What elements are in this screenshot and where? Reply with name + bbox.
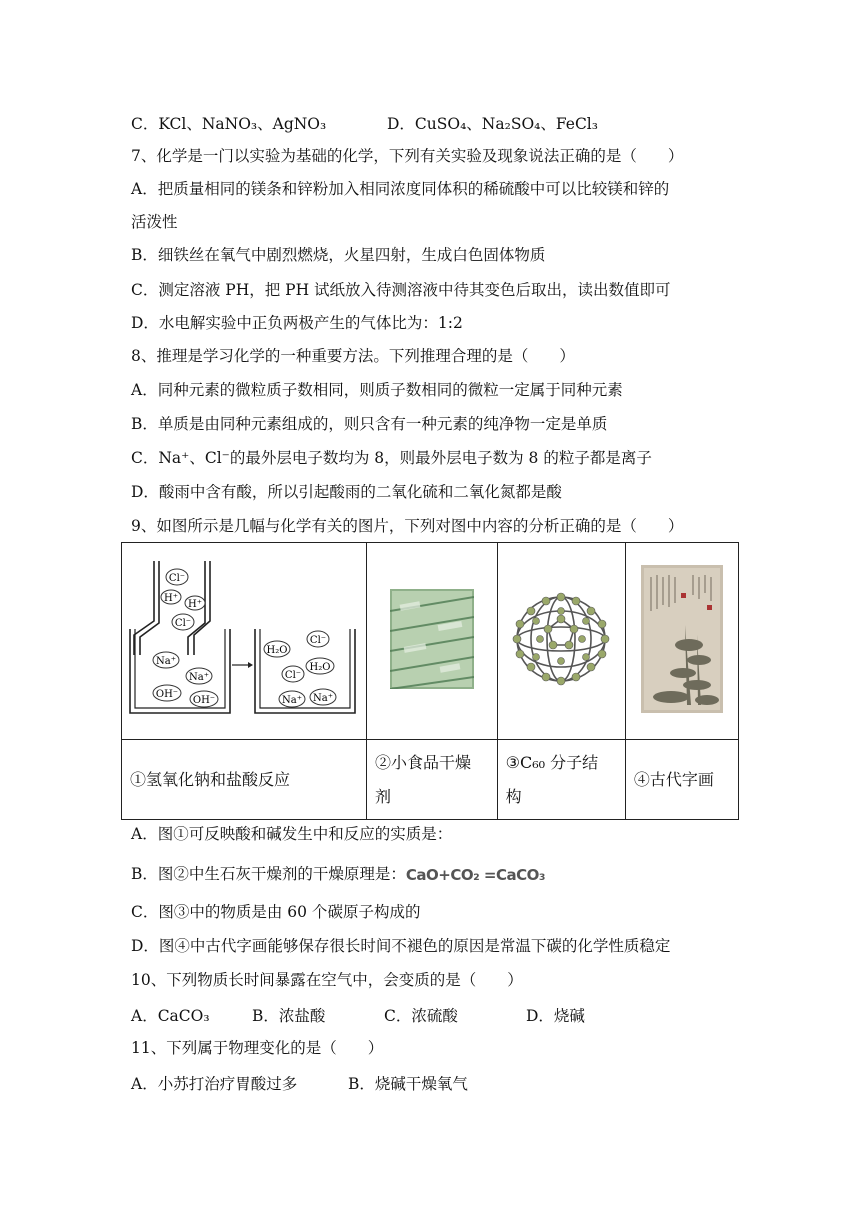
- figure-4-caption: [625, 740, 738, 820]
- q11-option-b: B．烧碱干燥氧气: [348, 1075, 468, 1093]
- ion-oh-1: OH⁻: [155, 689, 179, 700]
- q9-stem: 9、如图所示是几幅与化学有关的图片，下列对图中内容的分析正确的是（ ）: [131, 517, 684, 535]
- figure-1-cell: [122, 543, 367, 740]
- q10-option-d: D．烧碱: [526, 1007, 585, 1025]
- q11-option-a: A．小苏打治疗胃酸过多: [131, 1075, 298, 1093]
- q9-option-c: C．图③中的物质是由 60 个碳原子构成的: [131, 903, 421, 921]
- q7-stem: 7、化学是一门以实验为基础的化学，下列有关实验及现象说法正确的是（ ）: [131, 147, 684, 165]
- ion-h-2: H⁺: [188, 599, 202, 610]
- ion-cl-3: Cl⁻: [309, 635, 327, 646]
- ion-cl-1: Cl⁻: [168, 573, 186, 584]
- caption-4-text: ④古代字画: [633, 769, 714, 789]
- caption-3-line-2: 构: [505, 786, 522, 806]
- q9-option-d: D．图④中古代字画能够保存很长时间不褪色的原因是常温下碳的化学性质稳定: [131, 937, 671, 955]
- figure-2-cell: [367, 543, 498, 740]
- q9-option-a: A．图①可反映酸和碱发生中和反应的实质是：: [131, 825, 453, 843]
- ion-na-3: Na⁺: [282, 695, 302, 706]
- ion-cl-4: Cl⁻: [284, 670, 302, 681]
- figure-2-caption: [367, 740, 498, 820]
- q8-stem: 8、推理是学习化学的一种重要方法。下列推理合理的是（ ）: [131, 347, 575, 365]
- q7-option-c: C．测定溶液 PH，把 PH 试纸放入待测溶液中待其变色后取出，读出数值即可: [131, 281, 671, 299]
- q6-option-c: C．KCl、NaNO₃、AgNO₃: [131, 115, 327, 133]
- c60-molecule-image: [510, 589, 612, 689]
- ion-na-1: Na⁺: [156, 656, 176, 667]
- ion-na-2: Na⁺: [189, 672, 209, 683]
- figure-1-caption: [122, 740, 367, 820]
- caption-1-text: ①氢氧化钠和盐酸反应: [130, 769, 291, 789]
- molecule-water-1: H₂O: [266, 645, 288, 656]
- q7-option-d: D．水电解实验中正负两极产生的气体比为：1:2: [131, 314, 463, 332]
- ion-na-4: Na⁺: [313, 693, 333, 704]
- ion-oh-2: OH⁻: [192, 695, 216, 706]
- caption-2-line-1: ②小食品干燥: [375, 752, 472, 772]
- caption-2-line-2: 剂: [375, 786, 392, 806]
- q8-option-c: C．Na⁺、Cl⁻的最外层电子数均为 8，则最外层电子数为 8 的粒子都是离子: [131, 449, 652, 467]
- ion-cl-2: Cl⁻: [174, 618, 192, 629]
- caption-3-line-1: ③C₆₀ 分子结: [505, 752, 599, 772]
- figure-3-cell: [497, 543, 625, 740]
- q9-option-b-text: B．图②中生石灰干燥剂的干燥原理是：: [131, 865, 406, 883]
- caco3-equation: CaO+CO₂ =CaCO₃: [405, 866, 545, 884]
- q9-option-b: [131, 864, 545, 885]
- ancient-painting-image: [641, 565, 723, 713]
- q8-option-b: B．单质是由同种元素组成的，则只含有一种元素的纯净物一定是单质: [131, 415, 608, 433]
- q7-option-b: B．细铁丝在氧气中剧烈燃烧，火星四射，生成白色固体物质: [131, 246, 546, 264]
- q7-option-a-cont: 活泼性: [131, 213, 178, 231]
- q10-option-c: C．浓硫酸: [384, 1007, 458, 1025]
- ion-h-1: H⁺: [164, 593, 178, 604]
- q7-option-a: A．把质量相同的镁条和锌粉加入相同浓度同体积的稀硫酸中可以比较镁和锌的: [131, 180, 670, 198]
- q10-option-b: B．浓盐酸: [252, 1007, 326, 1025]
- molecule-water-2: H₂O: [309, 662, 331, 673]
- figure-3-caption: [497, 740, 625, 820]
- q10-option-a: A．CaCO₃: [131, 1007, 210, 1025]
- q8-option-a: A．同种元素的微粒质子数相同，则质子数相同的微粒一定属于同种元素: [131, 381, 623, 399]
- desiccant-packet-image: [390, 589, 474, 689]
- figure-4-cell: [625, 543, 738, 740]
- q8-option-d: D．酸雨中含有酸，所以引起酸雨的二氧化硫和二氧化氮都是酸: [131, 483, 562, 501]
- neutralization-diagram: [122, 543, 366, 735]
- q10-stem: 10、下列物质长时间暴露在空气中，会变质的是（ ）: [131, 971, 523, 989]
- q11-stem: 11、下列属于物理变化的是（ ）: [131, 1039, 384, 1057]
- q6-option-d: D．CuSO₄、Na₂SO₄、FeCl₃: [387, 115, 598, 133]
- q9-figure-table: [121, 542, 739, 820]
